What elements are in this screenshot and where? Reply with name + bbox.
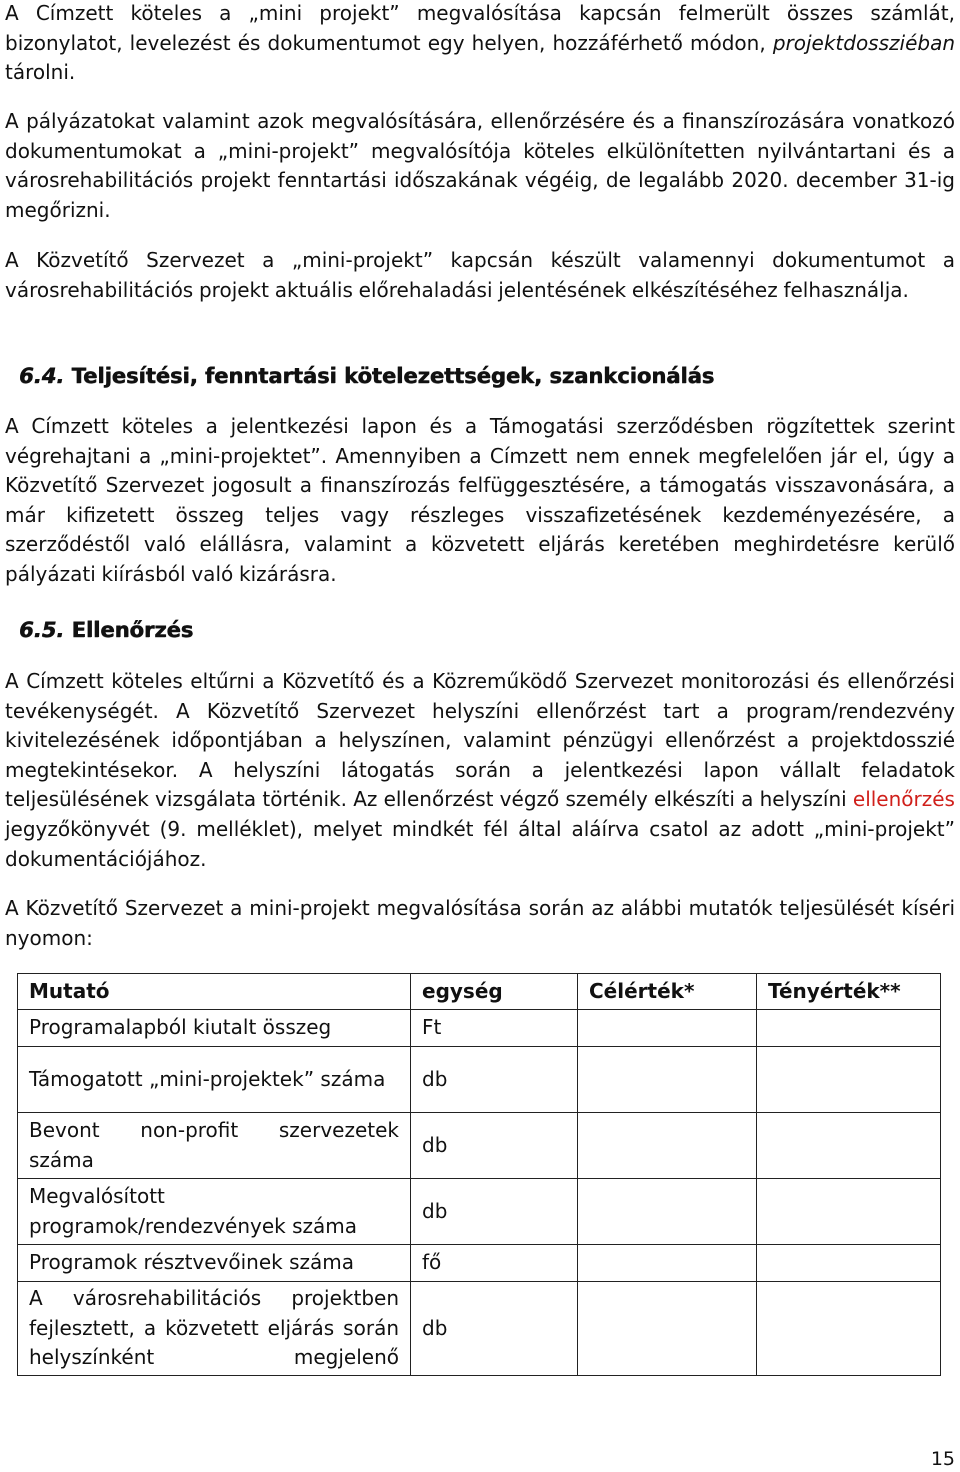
indicator-label: A városrehabilitációs projektben fejlesztett, a közvetett eljárás során helyszínként megjelenő	[18, 1282, 411, 1376]
target-value-cell	[578, 1010, 757, 1047]
paragraph-obligations: A Címzett köteles a jelentkezési lapon és a Támogatási szerződésben rögzítettek szerint végrehajtani a „mini-projektet”. Amennyiben a Címzett nem ennek megfelelően jár el, úgy a Közvetítő Szervezet jogosult a finanszírozás felfüggesztésére, a támogatás visszavonására, a már kifizetett összeg teljes vagy részleges visszafizetésének kezdeményezésére, a szerződéstől való elállásra, valamint a közvetett eljárás keretében meghirdetésre kerülő pályázati kiírásból való kizárásra.	[5, 414, 955, 586]
target-value-cell	[578, 1179, 757, 1245]
indicator-unit: db	[411, 1047, 578, 1113]
actual-value-cell	[757, 1047, 941, 1113]
table-row	[18, 1047, 941, 1113]
table-row	[18, 1282, 941, 1376]
section-number: 6.4.	[19, 364, 65, 388]
indicator-unit: db	[411, 1113, 578, 1179]
paragraph-retention: A pályázatokat valamint azok megvalósítására, ellenőrzésére és a finanszírozására vonatkozó dokumentumokat a „mini-projekt” megvalósítója köteles elkülönítetten nyilvántartani és a városrehabilitációs projekt fenntartási időszakának végéig, de legalább 2020. december 31-ig megőrizni.	[5, 109, 955, 222]
indicator-label: Programalapból kiutalt összeg	[18, 1010, 411, 1047]
actual-value-cell	[757, 1010, 941, 1047]
paragraph-progress-report: A Közvetítő Szervezet a „mini-projekt” kapcsán készült valamennyi dokumentumot a városrehabilitációs projekt aktuális előrehaladási jelentésének elkészítéséhez felhasználja.	[5, 248, 955, 302]
paragraph-text: A Címzett köteles eltűrni a Közvetítő és a Közreműködő Szervezet monitorozási és ellenőrzési tevékenységét. A Közvetítő Szervezet helyszíni ellenőrzést tart a program/rendezvény kivitelezésének időpontjában a helyszínen, valamint pénzügyi ellenőrzést a projektdosszié megtekintésekor. A helyszíni látogatás során a jelentkezési lapon vállalt feladatok teljesülésének vizsgálata történik. Az ellenőrzést végző személy elkészíti a helyszíni	[5, 669, 955, 812]
header-actual-value: Tényérték**	[757, 974, 941, 1010]
indicator-label: Megvalósított programok/rendezvények száma	[18, 1179, 411, 1245]
header-unit: egység	[411, 974, 578, 1010]
highlighted-term: ellenőrzés	[852, 787, 955, 812]
indicator-unit: db	[411, 1282, 578, 1376]
section-number: 6.5.	[19, 618, 65, 642]
header-target-value: Célérték*	[578, 974, 757, 1010]
indicator-table	[17, 973, 941, 1376]
target-value-cell	[578, 1047, 757, 1113]
actual-value-cell	[757, 1282, 941, 1376]
page-number: 15	[930, 1448, 955, 1470]
target-value-cell	[578, 1245, 757, 1282]
indicator-label: Bevont non-profit szervezetek száma	[18, 1113, 411, 1179]
target-value-cell	[578, 1282, 757, 1376]
table-header-row	[18, 974, 941, 1010]
actual-value-cell	[757, 1245, 941, 1282]
paragraph-inspection	[5, 667, 955, 874]
indicator-label: Programok résztvevőinek száma	[18, 1245, 411, 1282]
paragraph-text: tárolni.	[5, 60, 76, 85]
indicator-label: Támogatott „mini-projektek” száma	[18, 1047, 411, 1113]
section-title: Ellenőrzés	[71, 618, 194, 642]
italic-term: projektdossziéban	[772, 30, 956, 55]
section-heading-6-4	[5, 361, 955, 391]
paragraph-text: jegyzőkönyvét (9. melléklet), melyet mindkét fél által aláírva csatol az adott „mini-projekt” dokumentációjához.	[5, 816, 955, 871]
indicator-unit: Ft	[411, 1010, 578, 1047]
header-indicator: Mutató	[18, 974, 411, 1010]
section-heading-6-5	[5, 615, 955, 645]
section-title: Teljesítési, fenntartási kötelezettségek, szankcionálás	[71, 364, 715, 388]
paragraph-indicators-intro: A Közvetítő Szervezet a mini-projekt megvalósítása során az alábbi mutatók teljesülését kíséri nyomon:	[5, 896, 955, 950]
table-row	[18, 1010, 941, 1047]
paragraph-text: A Címzett köteles a „mini projekt” megvalósítása kapcsán felmerült összes számlát, bizonylatot, levelezést és dokumentumot egy helyen, hozzáférhető módon,	[5, 1, 955, 55]
target-value-cell	[578, 1113, 757, 1179]
actual-value-cell	[757, 1113, 941, 1179]
table-row	[18, 1245, 941, 1282]
paragraph-document-storage	[5, 0, 955, 88]
table-row	[18, 1179, 941, 1245]
table-row	[18, 1113, 941, 1179]
actual-value-cell	[757, 1179, 941, 1245]
indicator-unit: db	[411, 1179, 578, 1245]
indicator-unit: fő	[411, 1245, 578, 1282]
